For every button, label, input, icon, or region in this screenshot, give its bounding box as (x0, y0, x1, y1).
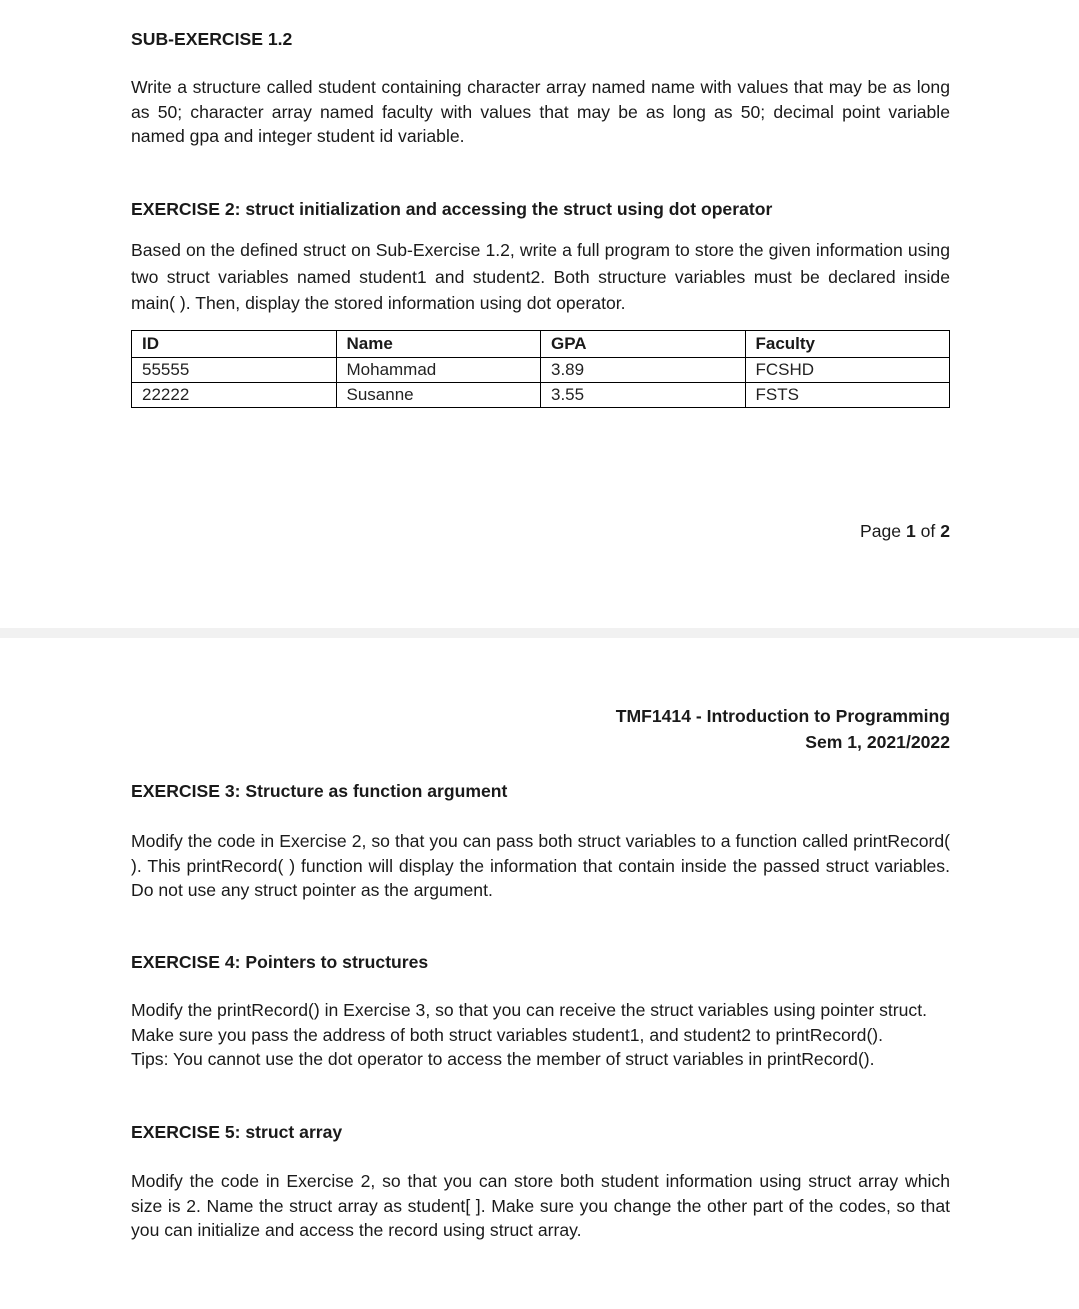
table-cell: FSTS (745, 383, 950, 408)
table-header-cell: Faculty (745, 331, 950, 358)
table-header-cell: GPA (541, 331, 746, 358)
student-info-table (131, 330, 950, 408)
exercise-4-line: Modify the printRecord() in Exercise 3, so that you can receive the struct variables using pointer struct. (131, 1000, 927, 1020)
exercise-3-body: Modify the code in Exercise 2, so that you can pass both struct variables to a function called printRecord( ). This printRecord( ) function will display the information that contain inside the passed struct variables. Do not use any struct pointer as the argument. (131, 831, 950, 900)
course-title: TMF1414 - Introduction to Programming (615, 706, 950, 726)
semester-label: Sem 1, 2021/2022 (805, 732, 950, 752)
exercise-4-body (131, 998, 950, 1072)
page-number-total: 2 (940, 521, 950, 541)
page-separator (0, 628, 1079, 638)
table-cell: Mohammad (336, 358, 541, 383)
exercise-4-line: Tips: You cannot use the dot operator to access the member of struct variables in printRecord(). (131, 1049, 875, 1069)
exercise-5-heading: EXERCISE 5: struct array (131, 1122, 343, 1142)
table-cell: Susanne (336, 383, 541, 408)
table-cell: 3.55 (541, 383, 746, 408)
table-cell: 3.89 (541, 358, 746, 383)
table-cell: 22222 (132, 383, 337, 408)
table-header-row (132, 331, 950, 358)
page-number-of: of (920, 521, 936, 541)
exercise-2-body: Based on the defined struct on Sub-Exercise 1.2, write a full program to store the given information using two struct variables named student1 and student2. Both structure variables must be declared inside main( ). Then, display the stored information using dot operator. (131, 240, 950, 313)
course-header (450, 703, 950, 755)
exercise-4-line: Make sure you pass the address of both struct variables student1, and student2 to printRecord(). (131, 1024, 884, 1045)
page-number-current: 1 (905, 521, 916, 541)
table-header-cell: Name (336, 331, 541, 358)
exercise-4-heading: EXERCISE 4: Pointers to structures (131, 952, 429, 972)
table-row (132, 383, 950, 408)
table-cell: FCSHD (745, 358, 950, 383)
exercise-5-body: Modify the code in Exercise 2, so that you can store both student information using struct array which size is 2. Name the struct array as student[ ]. Make sure you change the other part of the codes, so that you can initialize and access the record using struct array. (131, 1171, 950, 1240)
sub-exercise-1-2-heading: SUB-EXERCISE 1.2 (131, 29, 293, 49)
page-number-prefix: Page (859, 521, 902, 541)
document-page-1 (0, 0, 1079, 628)
exercise-3-heading: EXERCISE 3: Structure as function argument (131, 781, 508, 801)
table-header-cell: ID (132, 331, 337, 358)
sub-exercise-1-2-body: Write a structure called student containing character array named name with values that may be as long as 50; character array named faculty with values that may be as long as 50; decimal point variable named gpa and integer student id variable. (131, 77, 950, 146)
page-number (860, 519, 950, 543)
table-row (132, 358, 950, 383)
exercise-2-heading: EXERCISE 2: struct initialization and accessing the struct using dot operator (131, 199, 773, 219)
table-cell: 55555 (132, 358, 337, 383)
